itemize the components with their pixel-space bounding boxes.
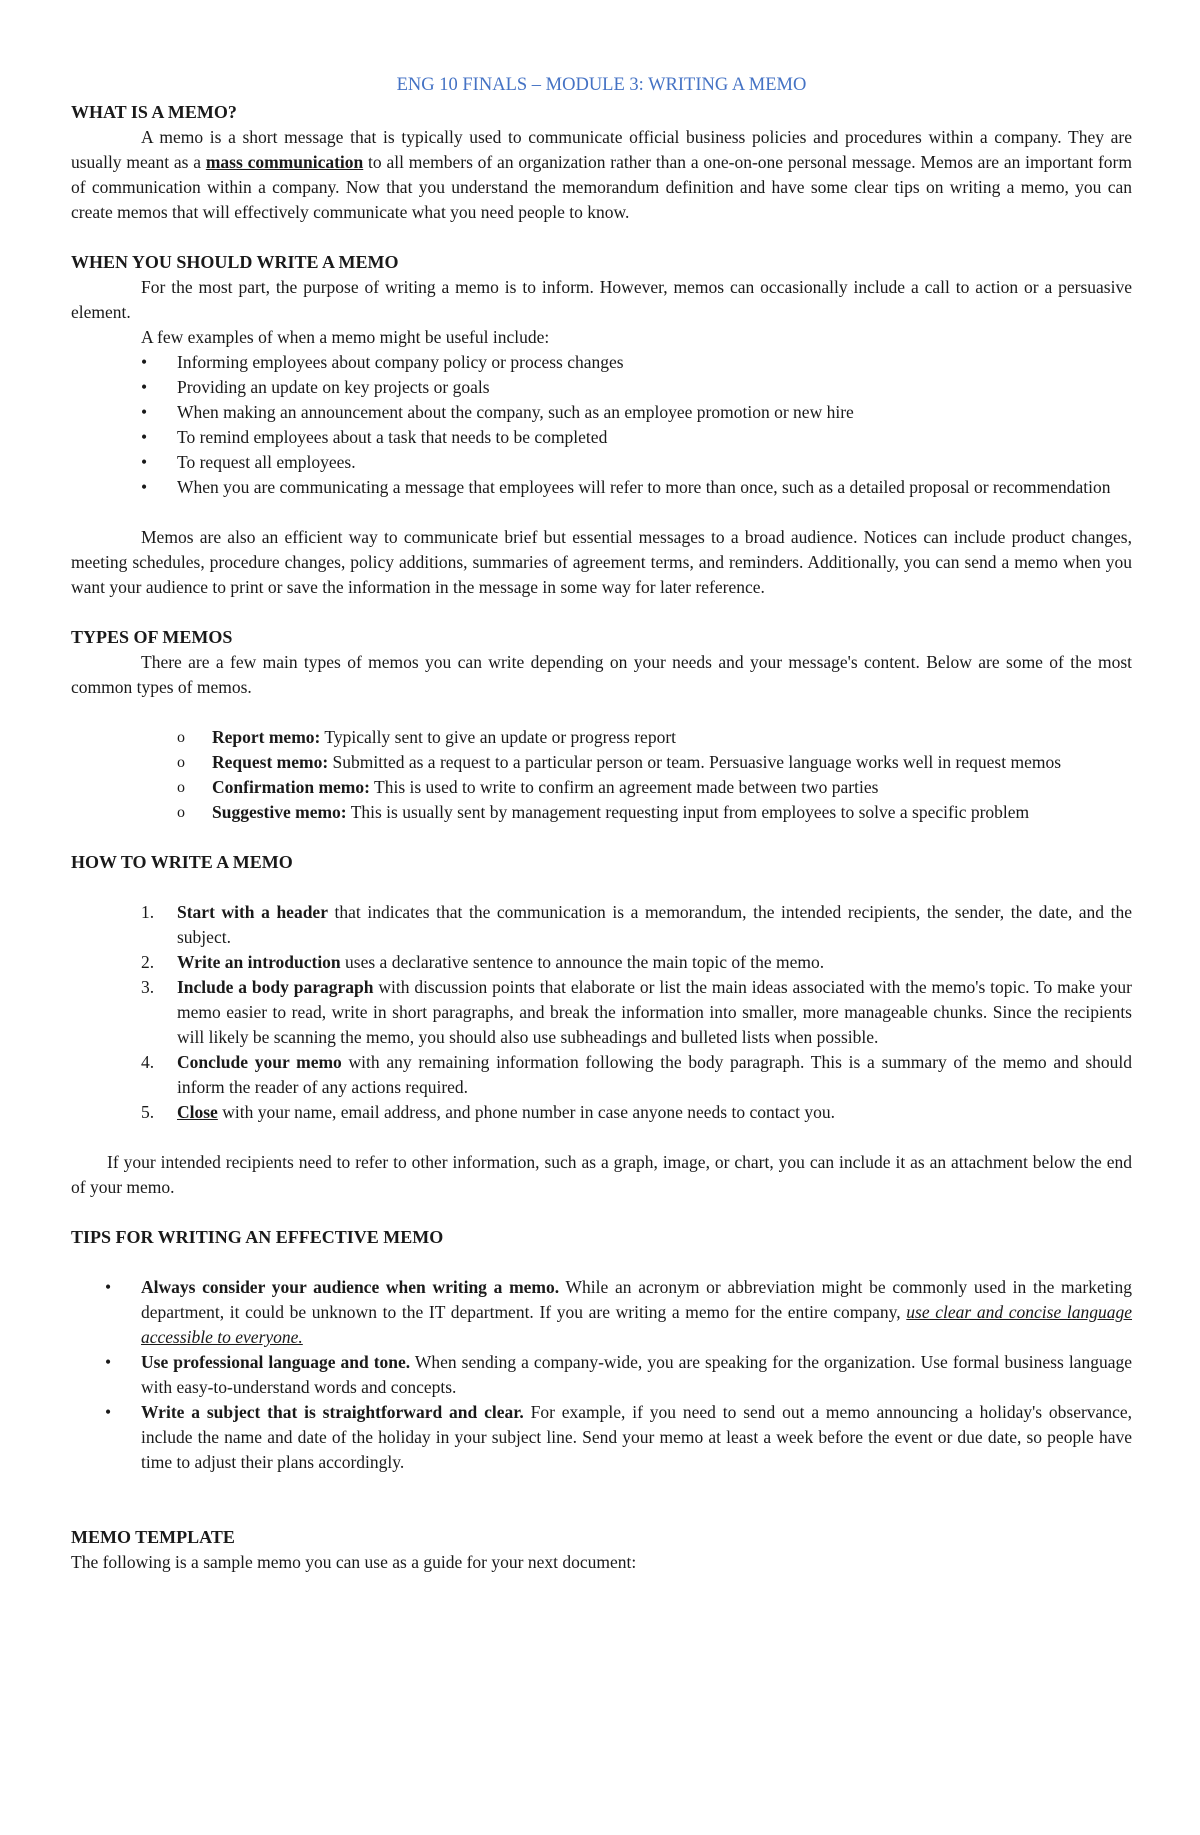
list-item-text: To remind employees about a task that needs to be completed — [177, 427, 608, 447]
paragraph-efficient-way: Memos are also an efficient way to communicate brief but essential messages to a broad audience. Notices can include product changes, meeting schedules, procedure changes, policy additions, summaries of agreement terms, and reminders. Additionally, you can send a memo when you want your audience to print or save the information in the message in some way for later reference. — [71, 527, 1132, 597]
circle-bullet-icon: o — [177, 729, 185, 746]
list-item-text: Informing employees about company policy or process changes — [177, 352, 624, 372]
definition: that indicates that the communication is a memorandum, the intended recipients, the sender, the date, and the subject. — [177, 902, 1133, 947]
step-number: 3. — [141, 977, 155, 997]
list-item — [71, 1100, 1132, 1125]
list-item — [71, 1400, 1132, 1475]
bullet-icon: • — [141, 427, 148, 447]
list-item — [71, 950, 1132, 975]
definition: When sending a company-wide, you are speaking for the organization. Use formal business language with easy-to-understand words and concepts. — [141, 1352, 1132, 1397]
list-item — [71, 1050, 1132, 1100]
list-item — [71, 350, 1132, 375]
list-item — [71, 900, 1132, 950]
term: Conclude your memo — [177, 1052, 342, 1072]
bullet-icon: • — [105, 1352, 112, 1372]
step-number: 4. — [141, 1052, 155, 1072]
circle-bullet-icon: o — [177, 804, 185, 821]
heading-what-is-a-memo: WHAT IS A MEMO? — [71, 102, 237, 122]
paragraph-examples-intro: A few examples of when a memo might be useful include: — [141, 327, 550, 347]
definition: uses a declarative sentence to announce the main topic of the memo. — [340, 952, 825, 972]
list-item — [71, 450, 1132, 475]
list-item-text: When making an announcement about the company, such as an employee promotion or new hire — [177, 402, 854, 422]
text-run: A memo is a short message that is typically used to communicate official business policies and procedures within a company. They are usually meant as a — [71, 127, 1132, 172]
heading-how-to-write: HOW TO WRITE A MEMO — [71, 852, 293, 872]
step-number: 1. — [141, 902, 155, 922]
bullet-icon: • — [141, 477, 148, 497]
memo-types-list — [71, 725, 1132, 825]
bullet-icon: • — [141, 377, 148, 397]
bullet-icon: • — [141, 352, 148, 372]
list-item — [71, 400, 1132, 425]
list-item — [71, 725, 1132, 750]
term: Report memo: — [212, 727, 321, 747]
list-item — [71, 425, 1132, 450]
circle-bullet-icon: o — [177, 779, 185, 796]
definition: with your name, email address, and phone number in case anyone needs to contact you. — [217, 1102, 836, 1122]
steps-list — [71, 900, 1132, 1125]
term: Write a subject that is straightforward and clear. — [141, 1402, 524, 1422]
list-item — [71, 750, 1132, 775]
paragraph-attachment: If your intended recipients need to refer to other information, such as a graph, image, or chart, you can include it as an attachment below the end of your memo. — [71, 1152, 1132, 1197]
list-item-text: When you are communicating a message that employees will refer to more than once, such as a detailed proposal or recommendation — [177, 477, 1111, 497]
bullet-icon: • — [141, 402, 148, 422]
bullet-icon: • — [105, 1277, 112, 1297]
term: Request memo: — [212, 752, 329, 772]
term: Write an introduction — [177, 952, 341, 972]
definition: For example, if you need to send out a memo announcing a holiday's observance, include the name and date of the holiday in your subject line. Send your memo at least a week before the event or due date, so people have time to adjust their plans accordingly. — [141, 1402, 1132, 1472]
definition: Submitted as a request to a particular person or team. Persuasive language works well in request memos — [328, 752, 1062, 772]
paragraph-types-intro: There are a few main types of memos you can write depending on your needs and your message's content. Below are some of the most common types of memos. — [71, 652, 1132, 697]
list-item — [71, 1275, 1132, 1350]
term: Close — [177, 1102, 218, 1122]
term: Confirmation memo: — [212, 777, 370, 797]
paragraph-purpose: For the most part, the purpose of writing a memo is to inform. However, memos can occasionally include a call to action or a persuasive element. — [71, 277, 1132, 322]
definition: This is usually sent by management requesting input from employees to solve a specific problem — [346, 802, 1030, 822]
definition: Typically sent to give an update or progress report — [320, 727, 677, 747]
heading-memo-template: MEMO TEMPLATE — [71, 1527, 235, 1547]
examples-list — [71, 350, 1132, 500]
mass-communication-link: mass communication — [205, 152, 364, 172]
definition: with any remaining information following the body paragraph. This is a summary of the memo and should inform the reader of any actions required. — [177, 1052, 1132, 1097]
bullet-icon: • — [105, 1402, 112, 1422]
term: Start with a header — [177, 902, 328, 922]
tips-list — [71, 1275, 1132, 1475]
paragraph-memo-definition — [71, 125, 1132, 225]
list-item-text: Providing an update on key projects or goals — [177, 377, 490, 397]
term: Include a body paragraph — [177, 977, 374, 997]
paragraph-template-intro: The following is a sample memo you can use as a guide for your next document: — [71, 1552, 637, 1572]
emphasis: use clear and concise language accessible to everyone. — [141, 1302, 1133, 1347]
bullet-icon: • — [141, 452, 148, 472]
list-item — [71, 975, 1132, 1050]
definition: This is used to write to confirm an agreement made between two parties — [369, 777, 879, 797]
step-number: 2. — [141, 952, 155, 972]
step-number: 5. — [141, 1102, 155, 1122]
text-run: to all members of an organization rather than a one-on-one personal message. Memos are an important form of communication within a company. Now that you understand the memorandum definition and have some clear tips on writing a memo, you can create memos that will effectively communicate what you need people to know. — [71, 152, 1132, 222]
list-item — [71, 1350, 1132, 1400]
definition: While an acronym or abbreviation might be commonly used in the marketing department, it could be unknown to the IT department. If you are writing a memo for the entire company, — [141, 1277, 1133, 1322]
heading-when-to-write: WHEN YOU SHOULD WRITE A MEMO — [71, 252, 399, 272]
list-item-text: To request all employees. — [177, 452, 356, 472]
heading-types-of-memos: TYPES OF MEMOS — [71, 627, 233, 647]
document-title: ENG 10 FINALS – MODULE 3: WRITING A MEMO — [396, 75, 807, 95]
term: Suggestive memo: — [212, 802, 347, 822]
heading-tips: TIPS FOR WRITING AN EFFECTIVE MEMO — [71, 1227, 444, 1247]
term: Use professional language and tone. — [141, 1352, 411, 1372]
definition: with discussion points that elaborate or list the main ideas associated with the memo's topic. To make your memo easier to read, write in short paragraphs, and break the information into smaller, more manageable chunks. Since the recipients will likely be scanning the memo, you should also use subheadings and bulleted lists when possible. — [177, 977, 1132, 1047]
list-item — [71, 475, 1132, 500]
list-item — [71, 775, 1132, 800]
list-item — [71, 375, 1132, 400]
list-item — [71, 800, 1132, 825]
circle-bullet-icon: o — [177, 754, 185, 771]
term: Always consider your audience when writing a memo. — [141, 1277, 560, 1297]
